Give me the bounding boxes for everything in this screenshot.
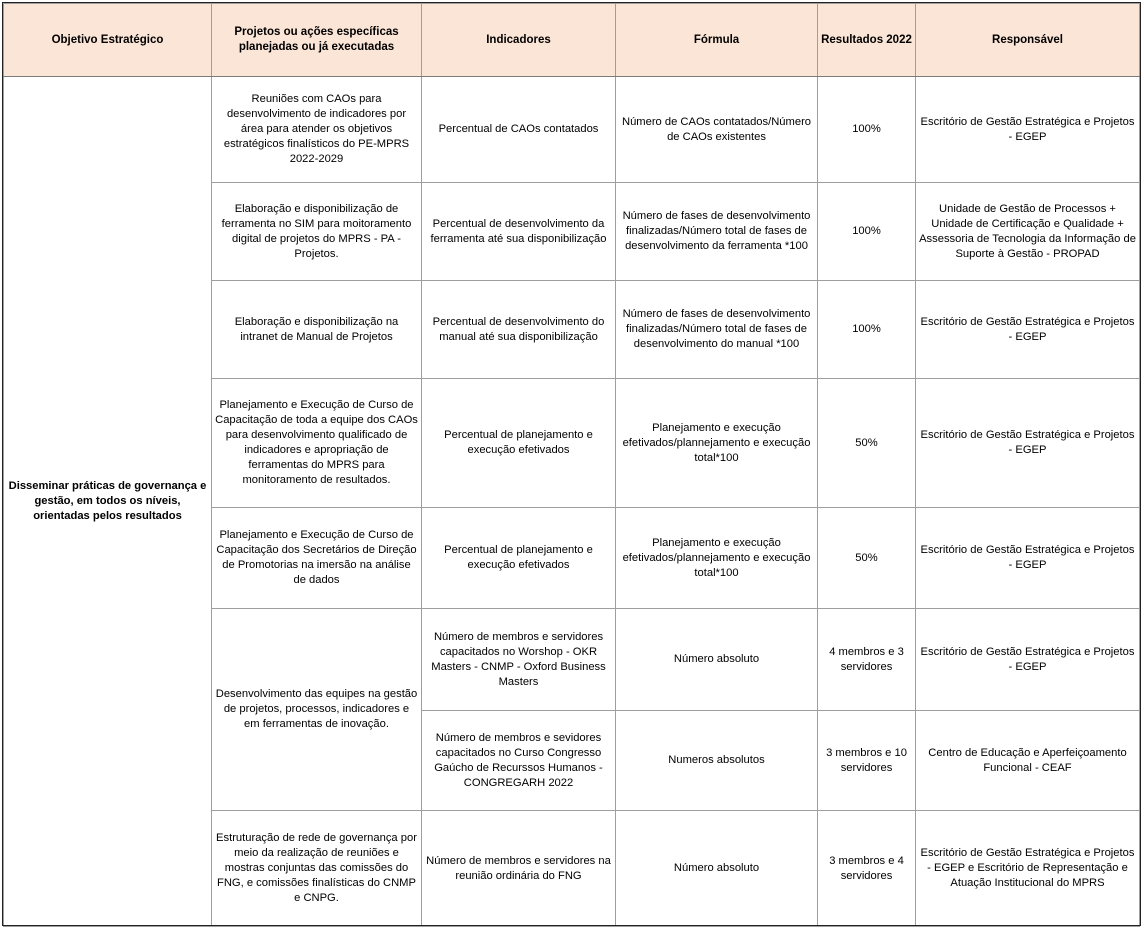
formula-cell: Número de fases de desenvolvimento finalizadas/Número total de fases de desenvolvimento da ferramenta *100 (616, 183, 818, 281)
responsible-cell: Escritório de Gestão Estratégica e Projetos - EGEP (916, 508, 1140, 609)
formula-cell: Número absoluto (616, 609, 818, 711)
header-responsible: Responsável (916, 4, 1140, 77)
result-cell: 50% (818, 379, 916, 508)
strategic-objectives-table (3, 3, 1140, 927)
header-formula: Fórmula (616, 4, 818, 77)
responsible-cell: Escritório de Gestão Estratégica e Projetos - EGEP e Escritório de Representação e Atuação Institucional do MPRS (916, 811, 1140, 927)
formula-cell: Numeros absolutos (616, 711, 818, 811)
project-cell: Planejamento e Execução de Curso de Capacitação de toda a equipe dos CAOs para desenvolvimento qualificado de indicadores e apropriação de ferramentas do MPRS para monitoramento de resultados. (212, 379, 422, 508)
header-projects: Projetos ou ações específicas planejadas ou já executadas (212, 4, 422, 77)
indicator-cell: Percentual de CAOs contatados (422, 77, 616, 183)
indicator-cell: Número de membros e servidores na reunião ordinária do FNG (422, 811, 616, 927)
result-cell: 4 membros e 3 servidores (818, 609, 916, 711)
indicator-cell: Número de membros e servidores capacitados no Worshop - OKR Masters - CNMP - Oxford Business Masters (422, 609, 616, 711)
indicator-cell: Percentual de planejamento e execução efetivados (422, 508, 616, 609)
result-cell: 3 membros e 4 servidores (818, 811, 916, 927)
responsible-cell: Centro de Educação e Aperfeiçoamento Funcional - CEAF (916, 711, 1140, 811)
result-cell: 100% (818, 77, 916, 183)
responsible-cell: Escritório de Gestão Estratégica e Projetos - EGEP (916, 609, 1140, 711)
header-indicators: Indicadores (422, 4, 616, 77)
project-cell: Reuniões com CAOs para desenvolvimento de indicadores por área para atender os objetivos estratégicos finalísticos do PE-MPRS 2022-2029 (212, 77, 422, 183)
formula-cell: Número de fases de desenvolvimento finalizadas/Número total de fases de desenvolvimento do manual *100 (616, 281, 818, 379)
formula-cell: Planejamento e execução efetivados/plannejamento e execução total*100 (616, 379, 818, 508)
objective-cell: Disseminar práticas de governança e gestão, em todos os níveis, orientadas pelos resultados (4, 77, 212, 927)
project-cell: Estruturação de rede de governança por meio da realização de reuniões e mostras conjuntas das comissões do FNG, e comissões finalísticas do CNMP e CNPG. (212, 811, 422, 927)
project-cell: Desenvolvimento das equipes na gestão de projetos, processos, indicadores e em ferramentas de inovação. (212, 609, 422, 811)
result-cell: 50% (818, 508, 916, 609)
header-row (4, 4, 1140, 77)
result-cell: 3 membros e 10 servidores (818, 711, 916, 811)
responsible-cell: Unidade de Gestão de Processos + Unidade de Certificação e Qualidade + Assessoria de Tecnologia da Informação de Suporte à Gestão - PROPAD (916, 183, 1140, 281)
header-results-2022: Resultados 2022 (818, 4, 916, 77)
indicator-cell: Percentual de desenvolvimento da ferramenta até sua disponibilização (422, 183, 616, 281)
responsible-cell: Escritório de Gestão Estratégica e Projetos - EGEP (916, 281, 1140, 379)
responsible-cell: Escritório de Gestão Estratégica e Projetos - EGEP (916, 77, 1140, 183)
indicator-cell: Percentual de desenvolvimento do manual até sua disponibilização (422, 281, 616, 379)
formula-cell: Número de CAOs contatados/Número de CAOs existentes (616, 77, 818, 183)
indicator-cell: Número de membros e sevidores capacitados no Curso Congresso Gaúcho de Recurssos Humanos - CONGREGARH 2022 (422, 711, 616, 811)
table-row (4, 77, 1140, 183)
indicator-cell: Percentual de planejamento e execução efetivados (422, 379, 616, 508)
responsible-cell: Escritório de Gestão Estratégica e Projetos - EGEP (916, 379, 1140, 508)
project-cell: Elaboração e disponibilização na intranet de Manual de Projetos (212, 281, 422, 379)
project-cell: Elaboração e disponibilização de ferramenta no SIM para moitoramento digital de projetos do MPRS - PA - Projetos. (212, 183, 422, 281)
result-cell: 100% (818, 281, 916, 379)
header-objective: Objetivo Estratégico (4, 4, 212, 77)
formula-cell: Planejamento e execução efetivados/plannejamento e execução total*100 (616, 508, 818, 609)
project-cell: Planejamento e Execução de Curso de Capacitação dos Secretários de Direção de Promotorias na imersão na análise de dados (212, 508, 422, 609)
formula-cell: Número absoluto (616, 811, 818, 927)
result-cell: 100% (818, 183, 916, 281)
